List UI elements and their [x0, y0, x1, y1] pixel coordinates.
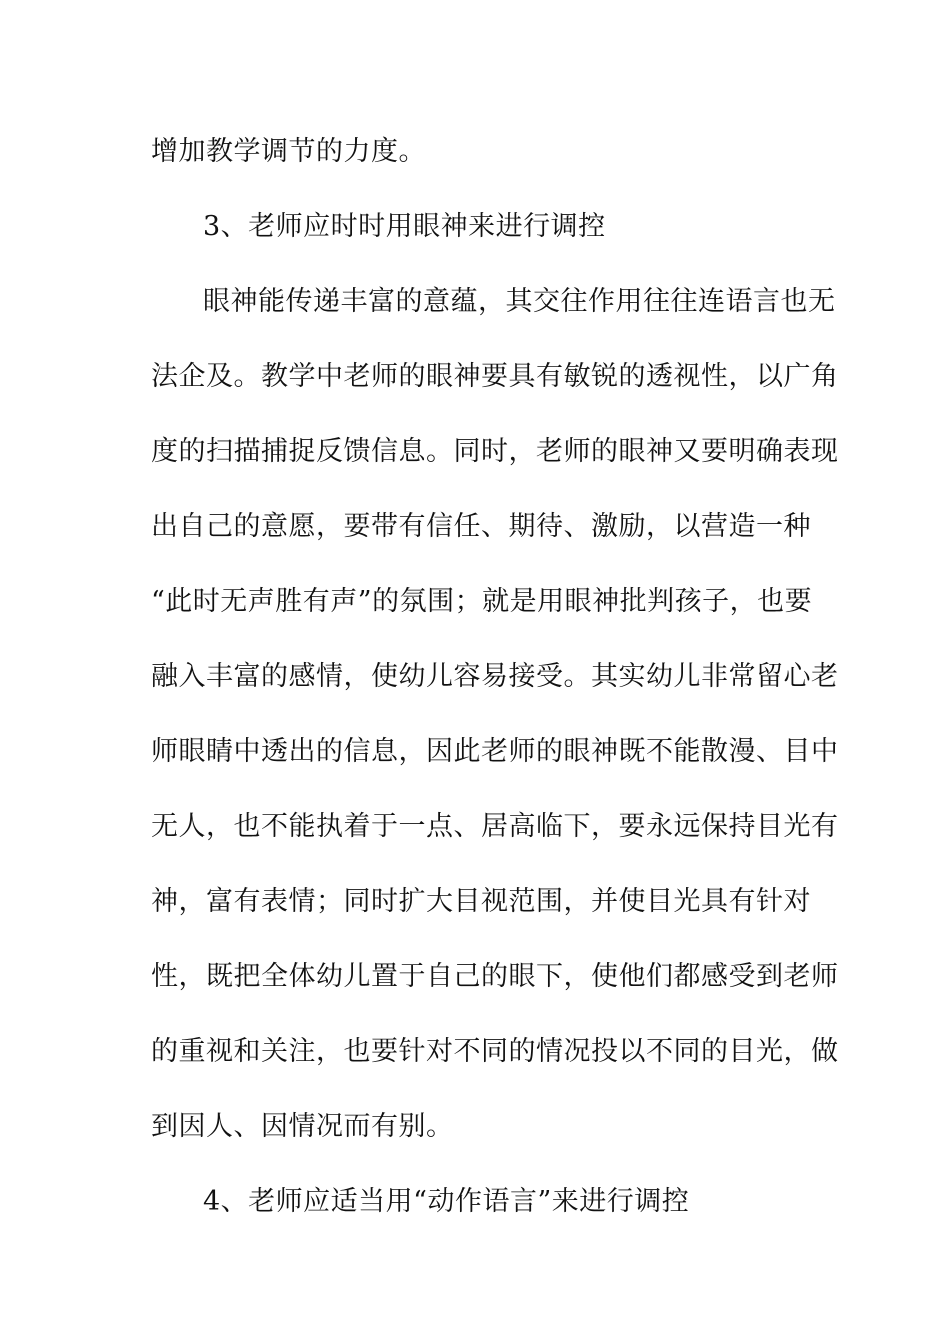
paragraph-line: 眼神能传递丰富的意蕴，其交往作用往往连语言也无 [203, 286, 836, 317]
section-heading-3: 3、老师应时时用眼神来进行调控 [203, 211, 606, 242]
paragraph-line: 性，既把全体幼儿置于自己的眼下，使他们都感受到老师 [151, 961, 839, 992]
paragraph-line: 度的扫描捕捉反馈信息。同时，老师的眼神又要明确表现 [151, 436, 839, 467]
section-heading-4: 4、老师应适当用“动作语言”来进行调控 [203, 1186, 690, 1217]
paragraph-line: 法企及。教学中老师的眼神要具有敏锐的透视性，以广角 [151, 361, 839, 392]
paragraph-line: 的重视和关注，也要针对不同的情况投以不同的目光，做 [151, 1036, 839, 1067]
paragraph-line: 到因人、因情况而有别。 [151, 1111, 454, 1142]
paragraph-line: 无人，也不能执着于一点、居高临下，要永远保持目光有 [151, 811, 839, 842]
paragraph-line: 师眼睛中透出的信息，因此老师的眼神既不能散漫、目中 [151, 736, 839, 767]
paragraph-line: “此时无声胜有声”的氛围；就是用眼神批判孩子，也要 [151, 586, 813, 617]
paragraph-line: 融入丰富的感情，使幼儿容易接受。其实幼儿非常留心老 [151, 661, 839, 692]
paragraph-line: 增加教学调节的力度。 [151, 136, 426, 167]
paragraph-line: 神，富有表情；同时扩大目视范围，并使目光具有针对 [151, 886, 811, 917]
paragraph-line: 出自己的意愿，要带有信任、期待、激励，以营造一种 [151, 511, 811, 542]
